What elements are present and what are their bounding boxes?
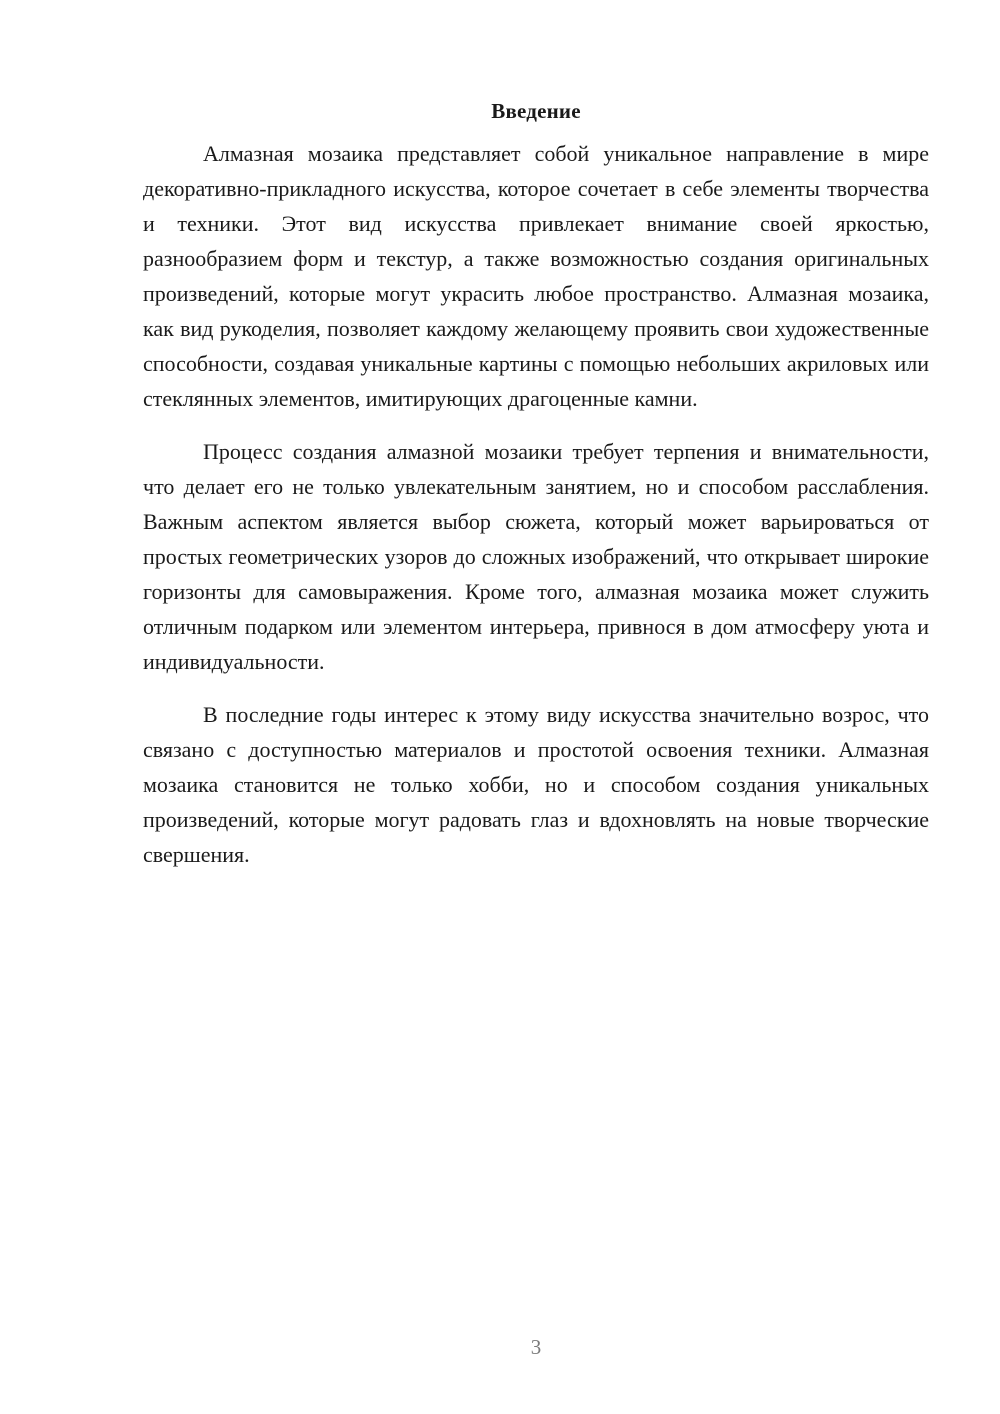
paragraph-1: Алмазная мозаика представляет собой уникальное направление в мире декоративно-прикладного искусства, которое сочетает в себе элементы творчества и техники. Этот вид искусства привлекает внимание своей яркостью, разнообразием форм и текстур, а также возможностью создания оригинальных произведений, которые могут украсить любое пространство. Алмазная мозаика, как вид рукоделия, позволяет каждому желающему проявить свои художественные способности, создавая уникальные картины с помощью небольших акриловых или стеклянных элементов, имитирующих драгоценные камни. [143,141,929,411]
page-content [143,96,929,890]
section-title: Введение [491,99,581,123]
paragraph-2: Процесс создания алмазной мозаики требует терпения и внимательности, что делает его не только увлекательным занятием, но и способом расслабления. Важным аспектом является выбор сюжета, который может варьироваться от простых геометрических узоров до сложных изображений, что открывает широкие горизонты для самовыражения. Кроме того, алмазная мозаика может служить отличным подарком или элементом интерьера, привнося в дом атмосферу уюта и индивидуальности. [143,439,929,674]
page-number: 3 [530,1335,542,1359]
paragraph-3: В последние годы интерес к этому виду искусства значительно возрос, что связано с доступностью материалов и простотой освоения техники. Алмазная мозаика становится не только хобби, но и способом создания уникальных произведений, которые могут радовать глаз и вдохновлять на новые творческие свершения. [143,702,929,867]
